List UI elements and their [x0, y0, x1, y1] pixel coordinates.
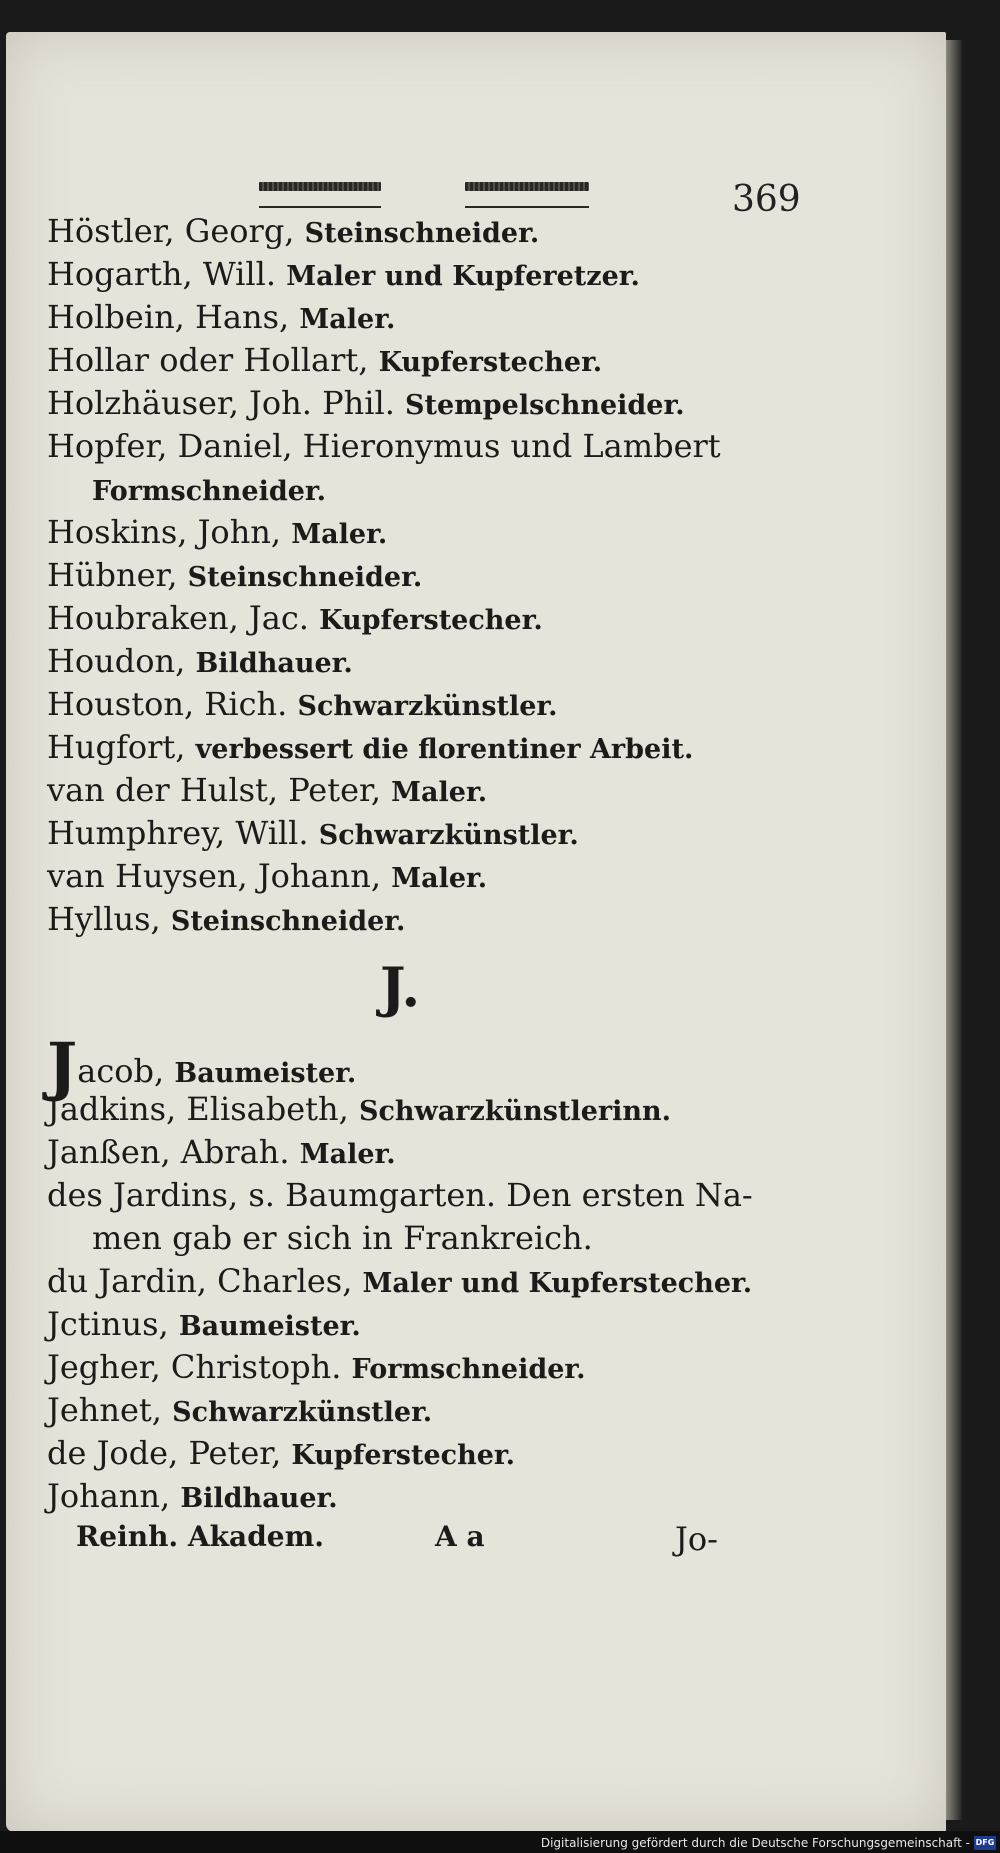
list-item: [47, 1260, 787, 1303]
list-item: [47, 511, 787, 554]
list-item: [47, 425, 787, 468]
section-heading-j: J.: [380, 955, 421, 1019]
entry-description: Stempelschneider.: [405, 390, 685, 421]
list-item: [47, 1389, 787, 1432]
entry-name: Johann,: [47, 1477, 171, 1515]
entry-description: Formschneider.: [351, 1354, 586, 1385]
entry-name: de Jode, Peter,: [47, 1434, 282, 1472]
entry-name: Houston, Rich.: [47, 685, 288, 723]
page-footer: [70, 1520, 750, 1560]
entry-description: Maler.: [299, 304, 396, 335]
list-item: [47, 726, 787, 769]
list-item: [47, 640, 787, 683]
entry-name: du Jardin, Charles,: [47, 1262, 353, 1300]
printer-signature: Reinh. Akadem.: [76, 1520, 324, 1553]
dfg-logo-icon: DFG: [974, 1836, 996, 1850]
credit-bar: [0, 1831, 1000, 1853]
list-item: [47, 597, 787, 640]
list-item: [47, 468, 787, 511]
entries-h-list: [47, 210, 787, 941]
list-item: [47, 1432, 787, 1475]
entry-name: Holbein, Hans,: [47, 298, 290, 336]
list-item: [47, 1346, 787, 1389]
entry-name: Höstler, Georg,: [47, 212, 295, 250]
entry-name: Houdon,: [47, 642, 186, 680]
entry-initial: J: [47, 1029, 78, 1104]
entry-description: Schwarzkünstler.: [318, 820, 579, 851]
list-item: [47, 1475, 787, 1518]
entry-name: Hopfer, Daniel, Hieronymus und Lambert: [47, 427, 721, 465]
entry-name: Hogarth, Will.: [47, 255, 277, 293]
sheet-mark: A a: [435, 1520, 485, 1553]
entry-name: Holzhäuser, Joh. Phil.: [47, 384, 395, 422]
list-item: [47, 1029, 787, 1104]
catchword: Jo-: [675, 1520, 718, 1558]
entry-name: Jehnet,: [47, 1391, 162, 1429]
entry-description: Maler und Kupferstecher.: [362, 1268, 753, 1299]
entry-description: Bildhauer.: [180, 1483, 338, 1514]
entry-name: Hugfort,: [47, 728, 186, 766]
entry-description: verbessert die florentiner Arbeit.: [195, 734, 694, 765]
entry-name: Janßen, Abrah.: [47, 1133, 290, 1171]
list-item: [47, 382, 787, 425]
list-item: [47, 296, 787, 339]
entry-description: Maler.: [299, 1139, 396, 1170]
entry-name: Jegher, Christoph.: [47, 1348, 342, 1386]
entry-description: Bildhauer.: [195, 648, 353, 679]
entry-description: Steinschneider.: [187, 562, 423, 593]
book-page-edge: [946, 40, 962, 1820]
entry-name: Jadkins, Elisabeth,: [47, 1090, 349, 1128]
list-item: [47, 210, 787, 253]
entry-name: Hübner,: [47, 556, 178, 594]
list-item: [47, 683, 787, 726]
entry-description: Baumeister.: [174, 1058, 357, 1089]
entry-name: Houbraken, Jac.: [47, 599, 309, 637]
entry-name: Jctinus,: [47, 1305, 169, 1343]
entry-description: Schwarzkünstler.: [297, 691, 558, 722]
entries-j-list: [47, 1029, 787, 1518]
entry-description: Steinschneider.: [304, 218, 540, 249]
list-item: [47, 339, 787, 382]
list-item: [47, 1088, 787, 1131]
list-item: [47, 812, 787, 855]
entry-name: des Jardins, s. Baumgarten. Den ersten Na-: [47, 1176, 753, 1214]
entry-name: acob,: [77, 1052, 165, 1090]
entry-description: Maler.: [291, 519, 388, 550]
entry-description: Kupferstecher.: [319, 605, 543, 636]
list-item: [47, 1131, 787, 1174]
entry-name: van der Hulst, Peter,: [47, 771, 381, 809]
entry-description: Maler und Kupferetzer.: [286, 261, 640, 292]
entry-description: Kupferstecher.: [378, 347, 603, 378]
header-ornament-left: [259, 182, 381, 208]
header-ornament-right: [465, 182, 589, 208]
entry-description: Formschneider.: [92, 476, 327, 507]
list-item: [47, 1174, 787, 1217]
list-item: [47, 898, 787, 941]
list-item: [47, 253, 787, 296]
entry-name: van Huysen, Johann,: [47, 857, 382, 895]
entry-description: Kupferstecher.: [291, 1440, 516, 1471]
entry-description: Schwarzkünstler.: [172, 1397, 433, 1428]
entry-name: Hoskins, John,: [47, 513, 282, 551]
list-item: [47, 855, 787, 898]
page-number: 369: [732, 179, 801, 220]
entry-name: Hyllus,: [47, 900, 161, 938]
dfg-credit-text: Digitalisierung gefördert durch die Deutsche Forschungsgemeinschaft -: [540, 1836, 970, 1850]
entry-name: Humphrey, Will.: [47, 814, 309, 852]
list-item: [47, 1303, 787, 1346]
entry-description: Baumeister.: [178, 1311, 361, 1342]
entry-description: Maler.: [391, 863, 488, 894]
entry-description: Schwarzkünstlerinn.: [358, 1096, 672, 1127]
entry-name: Hollar oder Hollart,: [47, 341, 369, 379]
entry-name: men gab er sich in Frankreich.: [92, 1219, 593, 1257]
entry-description: Maler.: [391, 777, 488, 808]
list-item: [47, 769, 787, 812]
list-item: [47, 1217, 787, 1260]
entry-description: Steinschneider.: [170, 906, 406, 937]
list-item: [47, 554, 787, 597]
